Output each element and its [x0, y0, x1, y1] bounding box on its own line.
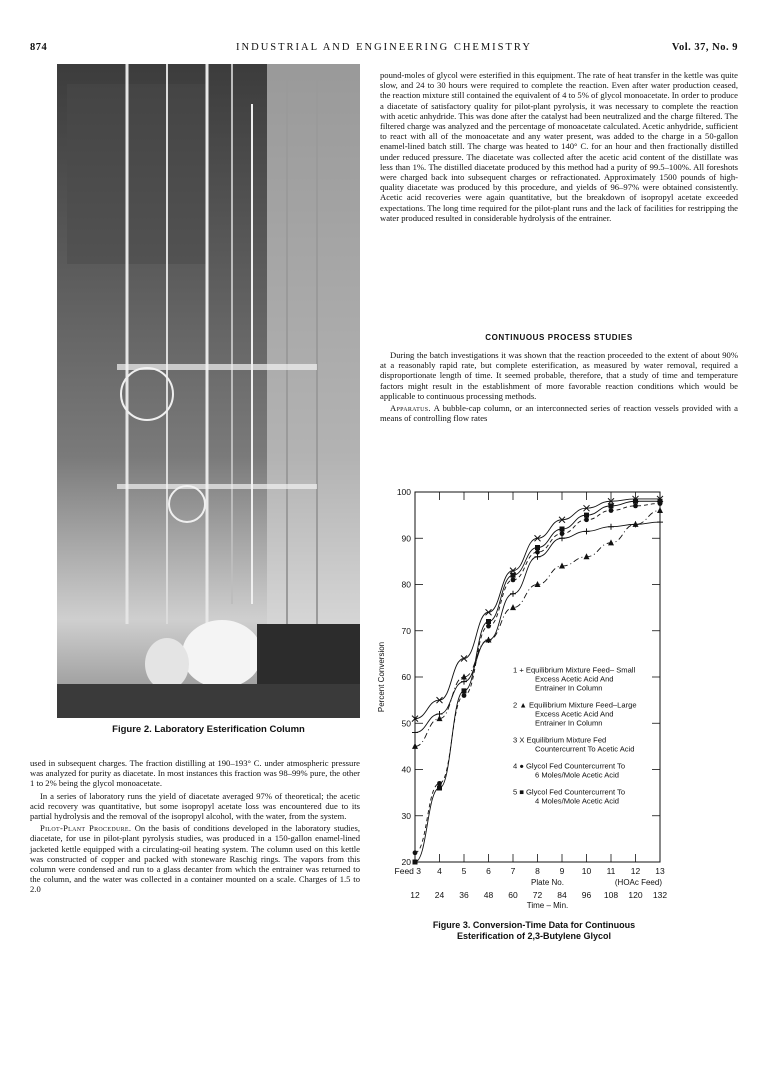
x-tick-label: 13: [655, 866, 665, 876]
volume-issue: Vol. 37, No. 9: [671, 42, 738, 53]
legend-entry-2-line: Entrainer In Column: [535, 718, 603, 728]
data-point-triangle: [535, 581, 541, 587]
data-point-plus: [412, 730, 418, 736]
y-tick-label: 100: [396, 487, 411, 497]
data-point-square: [462, 688, 467, 693]
figure2-photo: [57, 64, 360, 718]
y-tick-label: 60: [401, 672, 411, 682]
right-column-text-2: [380, 350, 738, 425]
data-point-dot: [584, 517, 589, 522]
data-point-square: [560, 527, 565, 532]
page-number: 874: [30, 42, 48, 53]
y-tick-label: 80: [401, 579, 411, 590]
data-point-square: [633, 499, 638, 504]
data-point-dot: [486, 624, 491, 629]
y-axis-label: Percent Conversion: [377, 641, 386, 713]
x-tick-label: 7: [510, 866, 516, 876]
data-point-square: [609, 503, 614, 508]
x-tick-label: 8: [535, 866, 540, 876]
paragraph: During the batch investigations it was shown that the reaction proceeded to the extent of about 90% at a reasonably rapid rate, but complete esterification, as measured by water removal, required a disproportionate length of time. It seemed probable, therefore, that a study of time and temperature factors might result in the establishment of more favorable reaction conditions which would be applicable to continuous processing methods.: [380, 350, 738, 401]
data-point-plus: [559, 535, 565, 541]
figure3-caption: [384, 920, 684, 942]
paragraph-lead: Apparatus.: [390, 403, 431, 414]
data-point-plus: [461, 679, 467, 685]
x-tick-label: 10: [581, 866, 592, 876]
data-point-dot: [560, 531, 565, 536]
data-point-square: [535, 545, 540, 550]
data-point-plus: [584, 528, 590, 534]
left-column-text: [30, 758, 360, 897]
time-tick-label: 36: [459, 890, 469, 900]
data-point-plus: [510, 591, 516, 597]
data-point-dot: [633, 503, 638, 508]
paragraph: [380, 403, 738, 423]
time-tick-label: 108: [603, 890, 619, 900]
legend-entry-2: 2 ▲ Equilibrium Mixture Feed–Large: [513, 700, 637, 710]
data-point-dot: [437, 781, 442, 786]
figure3-caption-line2: Esterification of 2,3-Butylene Glycol: [456, 931, 612, 941]
x-tick-label: 6: [486, 866, 491, 876]
time-tick-label: 48: [483, 890, 494, 900]
y-tick-label: 20: [401, 857, 411, 867]
legend-entry-1-line: Excess Acetic Acid And: [535, 674, 614, 684]
time-tick-label: 96: [581, 890, 592, 900]
data-point-square: [584, 513, 589, 518]
x-tick-label: 12: [630, 866, 641, 876]
data-point-triangle: [510, 604, 516, 610]
legend-entry-3-line: Countercurrent To Acetic Acid: [535, 744, 635, 754]
time-tick-label: 84: [557, 890, 567, 900]
legend-entry-5: 5 ■ Glycol Fed Countercurrent To: [513, 787, 626, 797]
data-point-plus: [608, 524, 614, 530]
x-tick-label: 4: [437, 866, 442, 876]
legend-entry-1: 1 + Equilibrium Mixture Feed– Small: [513, 665, 636, 675]
data-point-dot: [413, 850, 418, 855]
time-tick-label: 72: [532, 890, 543, 900]
data-point-square: [486, 619, 491, 624]
paragraph-lead: Pilot-Plant Procedure.: [40, 823, 132, 834]
y-tick-label: 90: [401, 533, 411, 544]
legend-entry-4: 4 ● Glycol Fed Countercurrent To: [513, 761, 626, 771]
legend-entry-2-line: Excess Acetic Acid And: [535, 709, 614, 719]
paragraph: pound-moles of glycol were esterified in this equipment. The rate of heat transfer in the kettle was quite slow, and 24 to 30 hours were required to complete the reaction. Even after water production ceased, the reaction mixture still contained the equivalent of 4 to 5% of glycol monoacetate. In order to produce a diacetate of satisfactory quality for pilot-plant pyrolysis, it was necessary to complete the reaction with acetic anhydride. This was done after the catalyst had been neutralized and the charge filtered. The filtered charge was analyzed and the percentage of monoacetate calculated. Acetic anhydride, sufficient to react with all of the monoacetate and any water present, was added to the charge in a 50-gallon enamel-lined batch still. The charge was heated to 140° C. for an hour and then fractionally distilled under reduced pressure. The diacetate was collected after the acetic acid content of the distillate was less than 1%. The distilled diacetate produced by this method had a purity of 99.5–100%. All foreshots were charged back into subsequent charges or refractionated. Approximately 1500 pounds of high-quality diacetate was produced by this procedure, and yields of 96–97% were obtained consistently. Acetic acid recoveries were again quantitative, but the breakdown of isopropyl acetate exceeded expectations. The long time required for the pilot-plant runs and the lack of facilities for restripping the water produced resulted in considerable hydrolysis of the entrainer.: [380, 70, 738, 223]
data-point-plus: [535, 554, 541, 560]
data-point-dot: [609, 508, 614, 513]
paragraph-body: A bubble-cap column, or an interconnected series of reaction vessels provided with a means of controlling flow rates: [380, 403, 738, 424]
figure3-caption-line1: Figure 3. Conversion-Time Data for Continuous: [432, 920, 636, 930]
figure2-caption: Figure 2. Laboratory Esterification Column: [112, 724, 305, 735]
time-tick-label: 132: [652, 890, 668, 900]
x-tick-label: 5: [461, 866, 467, 876]
x-axis-label: Plate No.: [531, 878, 564, 887]
y-tick-label: 50: [401, 718, 411, 729]
paragraph: [30, 823, 360, 894]
data-point-square: [437, 786, 442, 791]
paragraph-body: On the basis of conditions developed in the laboratory studies, diacetate, for use in pilot-plant pyrolysis studies, was produced in a 150-gallon enamel-lined jacketed kettle equipped with a circulating-oil heating system. The column used on this kettle was constructed of copper and packed with stoneware Raschig rings. The vapors from this column were condensed and run to a glass decanter from which the entrainer was returned to the column, and the water was collected in a container mounted on a scale. Charges of 1.5 to 2.0: [30, 823, 360, 895]
data-point-square: [511, 573, 516, 578]
paragraph: used in subsequent charges. The fraction distilling at 190–193° C. under atmospheric pressure was analyzed for purity as diacetate. In most instances this fraction was 98–99% pure, the other 1 to 2% being the glycol monoacetate.: [30, 758, 360, 789]
paragraph: In a series of laboratory runs the yield of diacetate averaged 97% of theoretical; the acetic acid recovery was quantitative, but some isopropyl acetate loss was encountered due to its partial hydrolysis and the removal of the isopropyl alcohol, with the water, from the system.: [30, 790, 360, 822]
y-tick-label: 70: [401, 625, 411, 636]
time-tick-label: 120: [628, 890, 643, 900]
x-axis-end-note: (HOAc Feed): [614, 878, 662, 887]
y-tick-label: 30: [401, 810, 411, 821]
data-point-plus: [657, 519, 663, 525]
data-point-square: [413, 860, 418, 865]
time-tick-label: 60: [508, 890, 518, 900]
legend-entry-1-line: Entrainer In Column: [535, 683, 603, 693]
journal-title: INDUSTRIAL AND ENGINEERING CHEMISTRY: [236, 42, 532, 53]
section-heading: CONTINUOUS PROCESS STUDIES: [485, 333, 633, 342]
data-point-dot: [535, 550, 540, 555]
laboratory-column-illustration: [57, 64, 360, 718]
data-point-square: [658, 499, 663, 504]
data-point-dot: [511, 577, 516, 582]
data-point-triangle: [657, 507, 663, 513]
y-tick-label: 40: [401, 764, 411, 775]
time-tick-label: 12: [410, 890, 420, 900]
x-tick-label: 11: [606, 866, 616, 876]
running-header: [30, 42, 738, 58]
x-tick-label: 9: [559, 866, 565, 876]
legend-entry-4-line: 6 Moles/Mole Acetic Acid: [535, 770, 619, 780]
legend-entry-5-line: 4 Moles/Mole Acetic Acid: [535, 796, 619, 806]
data-point-dot: [462, 693, 467, 698]
right-column-text: [380, 70, 738, 225]
x-tick-label: Feed 3: [394, 866, 421, 876]
time-axis-label: Time – Min.: [526, 901, 569, 910]
time-tick-label: 24: [434, 890, 445, 900]
figure3-chart: [370, 480, 680, 910]
legend-entry-3: 3 X Equilibrium Mixture Fed: [513, 735, 607, 745]
